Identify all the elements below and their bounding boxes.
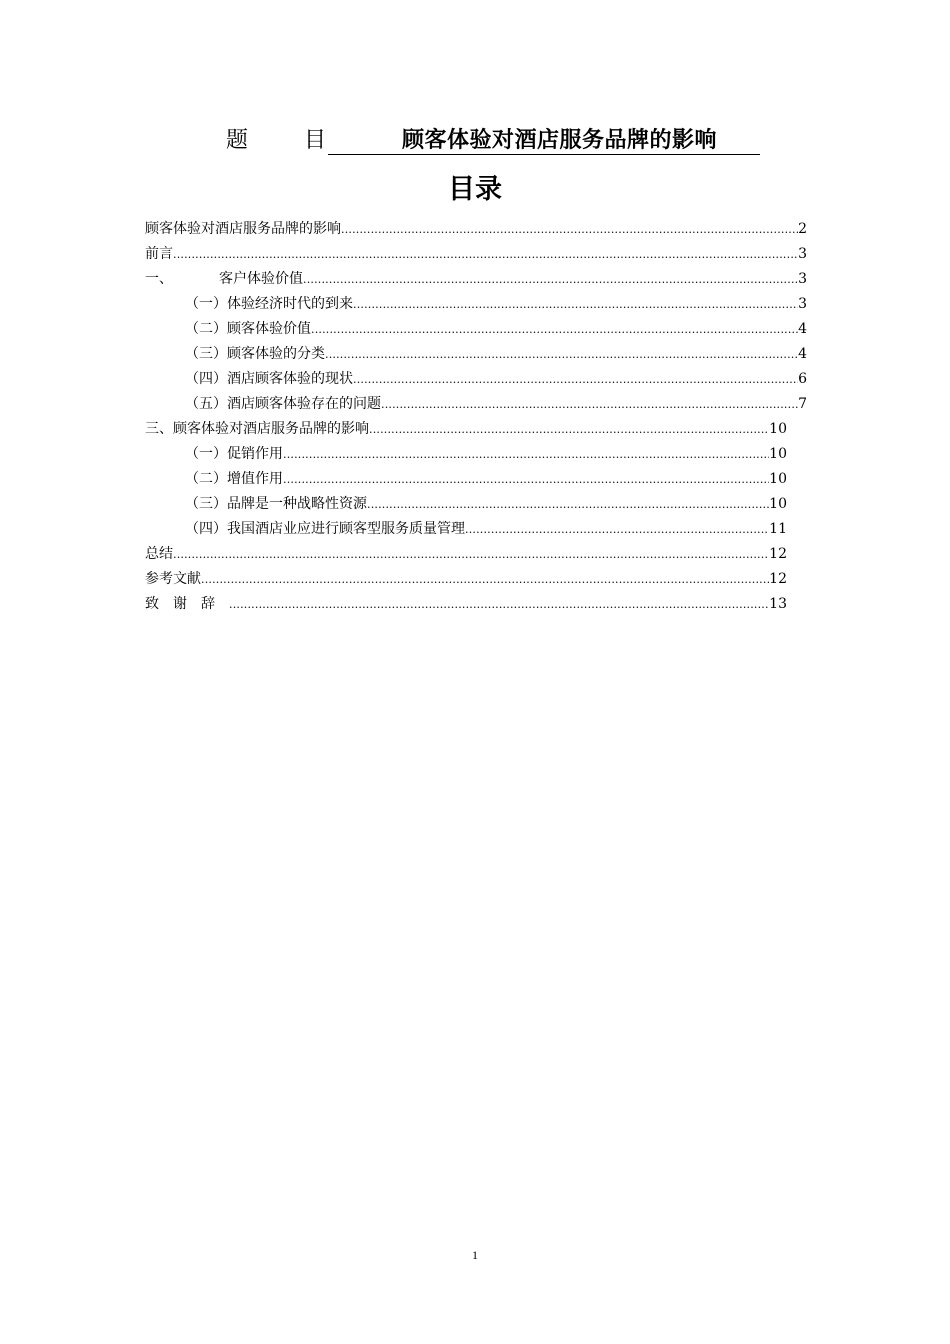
toc-entry[interactable] [145,514,807,539]
toc-entry-page: 11 [769,521,787,537]
toc-entry[interactable] [145,439,807,464]
toc-entry-label: 总结 [145,546,173,562]
toc-entry-label: （五）酒店顾客体验存在的问题 [185,396,381,412]
toc-entry-page: 2 [798,221,807,237]
toc-leader-dots [353,369,798,389]
toc-entry-number: 一、 [145,271,173,287]
toc-entry-label: （四）酒店顾客体验的现状 [185,371,353,387]
toc-entry[interactable] [145,214,807,239]
toc-entry-page: 3 [798,271,807,287]
toc-entry-label: （二）顾客体验价值 [185,321,311,337]
toc-entry-label: （一）体验经济时代的到来 [185,296,353,312]
toc-entry-label: （一）促销作用 [185,446,283,462]
toc-entry-page: 12 [769,546,787,562]
toc-leader-dots [311,319,798,339]
toc-leader-dots [173,244,798,264]
page-number: 1 [472,1248,478,1262]
toc-entry[interactable] [145,364,807,389]
toc-entry-page: 10 [769,496,787,512]
toc-entry-page: 3 [798,296,807,312]
toc-entry[interactable] [145,389,807,414]
toc-leader-dots [381,394,798,414]
toc-entry-page: 7 [798,396,807,412]
toc-leader-dots [325,344,798,364]
toc-leader-dots [369,419,769,439]
toc-entry[interactable] [145,489,807,514]
toc-leader-dots [283,469,769,489]
toc-entry[interactable] [145,464,807,489]
toc-entry-page: 13 [769,596,787,612]
toc-entry-page: 10 [769,471,787,487]
toc-leader-dots [465,519,769,539]
toc-entry-label: （三）顾客体验的分类 [185,346,325,362]
title-label-char-2: 目 [304,128,327,153]
toc-entry-page: 3 [798,246,807,262]
toc-entry[interactable] [145,539,807,564]
toc-entry-page: 6 [798,371,807,387]
toc-entry[interactable] [145,289,807,314]
toc-entry-page: 10 [769,421,787,437]
toc-entry-label: 前言 [145,246,173,262]
toc-entry[interactable] [145,589,807,614]
toc-entry-label: （四）我国酒店业应进行顾客型服务质量管理 [185,521,465,537]
toc-entry-page: 10 [769,446,787,462]
toc-entry-label: 客户体验价值 [219,271,303,287]
toc-entry[interactable] [145,414,807,439]
toc-leader-dots [353,294,798,314]
toc-leader-dots [341,219,798,239]
thesis-title: 顾客体验对酒店服务品牌的影响 [402,128,718,153]
toc-leader-dots [173,544,769,564]
toc-entry-page: 12 [769,571,787,587]
toc-entry[interactable] [145,264,807,289]
toc-entry-page: 4 [798,346,807,362]
toc-entry-label: 三、顾客体验对酒店服务品牌的影响 [145,421,369,437]
toc-entry[interactable] [145,339,807,364]
table-of-contents [145,214,807,614]
toc-entry-label: 参考文献 [145,571,201,587]
toc-leader-dots [283,444,769,464]
toc-entry-label: （二）增值作用 [185,471,283,487]
thesis-title-line [226,124,786,158]
toc-entry[interactable] [145,314,807,339]
toc-entry[interactable] [145,564,807,589]
title-label-char-1: 题 [226,128,249,153]
toc-leader-dots [201,569,769,589]
toc-leader-dots [229,594,769,614]
toc-entry-label: 致谢辞 [145,596,229,612]
toc-entry-page: 4 [798,321,807,337]
toc-entry[interactable] [145,239,807,264]
toc-entry-label: 顾客体验对酒店服务品牌的影响 [145,221,341,237]
toc-leader-dots [303,269,798,289]
toc-entry-label: （三）品牌是一种战略性资源 [185,496,367,512]
toc-leader-dots [367,494,769,514]
toc-heading: 目录 [448,174,502,205]
